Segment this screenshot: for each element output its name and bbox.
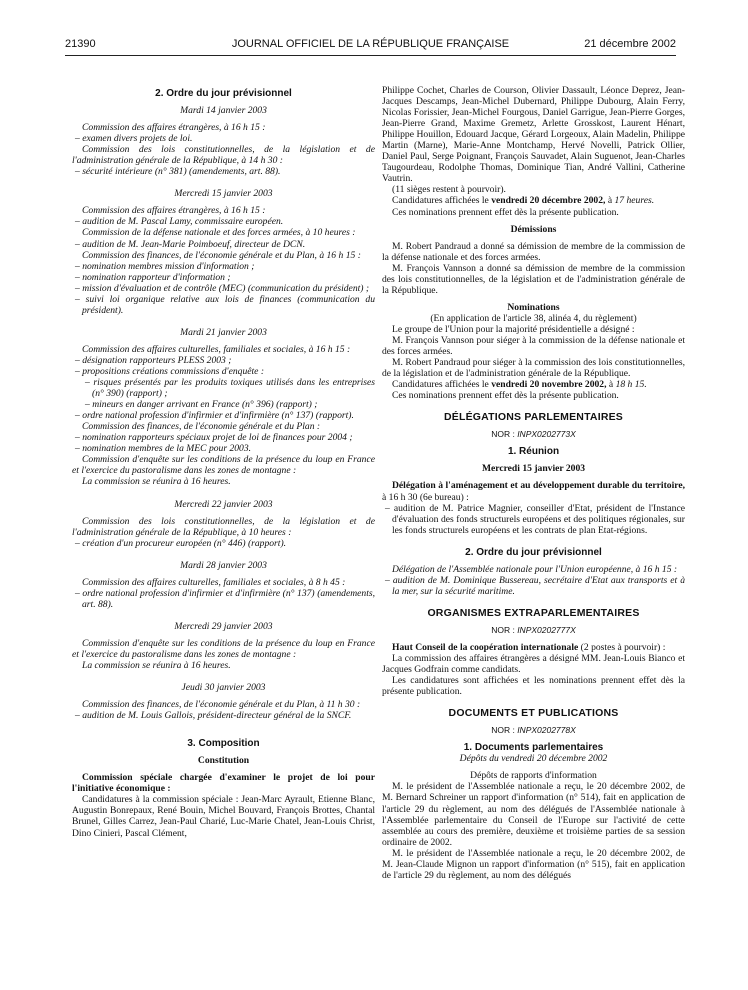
section-heading-documents: DOCUMENTS ET PUBLICATIONS [448, 707, 619, 720]
agenda-line: Commission de la défense nationale et des forces armées, à 10 heures : [82, 227, 356, 239]
subheading-constitution: Constitution [197, 755, 250, 767]
agenda-item: – audition de M. Jean-Marie Poimboeuf, directeur de DCN. [75, 238, 306, 250]
section-heading-reunion: 1. Réunion [507, 446, 560, 458]
paragraph: La commission des affaires étrangères a désigné MM. Jean-Louis Bianco et Jacques Godfrain comme candidats. [382, 653, 685, 676]
agenda-item: – nomination membres de la MEC pour 2003. [75, 443, 252, 455]
date-heading: Mercredi 22 janvier 2003 [174, 498, 273, 510]
nor-code: INPX0202777X [517, 624, 576, 635]
agenda-subitem: – risques présentés par les produits toxiques utilisés dans les entreprises (n° 390) (rapport) ; [85, 377, 375, 400]
paragraph: Les candidatures sont affichées et les nominations prennent effet dès la présente publication. [382, 675, 685, 698]
section-heading-ordre-du-jour: 2. Ordre du jour prévisionnel [155, 88, 292, 99]
demission-item: M. François Vannson a donné sa démission de membre de la commission des lois constitutionnelles, de la législation et de l'administration générale de la République. [382, 262, 685, 296]
date-heading: Mercredi 15 janvier 2003 [174, 188, 273, 200]
nor-reference [382, 625, 685, 636]
text-run-bold: vendredi 20 décembre 2002, [491, 195, 606, 207]
text-run-bold: vendredi 20 novembre 2002, [491, 379, 607, 391]
agenda-item: – nomination rapporteur d'information ; [75, 271, 231, 283]
date-heading: Mardi 28 janvier 2003 [180, 559, 267, 571]
nor-code: INPX0202778X [517, 725, 576, 736]
text-run-italic: 18 h 15. [615, 379, 647, 391]
agenda-line: Délégation de l'Assemblée nationale pour l'Union européenne, à 16 h 15 : [392, 563, 678, 575]
haut-conseil-line [382, 642, 685, 653]
agenda-line: Commission des lois constitutionnelles, de la législation et de l'administration générale de la République, à 10 heures : [72, 515, 375, 538]
candidatures-list: Candidatures à la commission spéciale : Jean-Marc Ayrault, Etienne Blanc, Augustin Bonrepaux, René Bouin, Michel Bouvard, François Brottes, Chantal Brunel, Gilles Carrez, Jean-Paul Charié, Luc-Marie Chatel, Jean-Louis Christ, Dino Cinieri, Pascal Clément, [72, 794, 375, 839]
agenda-subitem: – mineurs en danger arrivant en France (n° 396) (rapport) ; [85, 399, 318, 411]
sieges-note: (11 sièges restent à pourvoir). [392, 184, 506, 196]
agenda-line: Commission des lois constitutionnelles, de la législation et de l'administration générale de la République, à 14 h 30 : [72, 144, 375, 167]
agenda-line: La commission se réunira à 16 heures. [82, 660, 231, 672]
paragraph: M. le président de l'Assemblée nationale a reçu, le 20 décembre 2002, de M. Bernard Schreiner un rapport d'information (n° 514), fait en application de l'article 29 du règlement, au nom des délégués de l'Assemblée nationale à l'Assemblée parlementaire du Conseil de l'Europe sur l'activité de cette assemblée au cours des première, deuxième et troisième parties de sa session ordinaire de 2002. [382, 781, 685, 848]
agenda-item: – désignation rapporteurs PLESS 2003 ; [75, 354, 232, 366]
nominations-article: (En application de l'article 38, alinéa 4, du règlement) [430, 312, 637, 324]
page-header [65, 38, 676, 54]
right-column [382, 85, 685, 881]
depots-date: Dépôts du vendredi 20 décembre 2002 [459, 753, 608, 765]
agenda-item: – propositions créations commissions d'enquête : [75, 365, 265, 377]
agenda-item: – ordre national profession d'infirmier et d'infirmière (n° 137) (amendements, art. 88). [75, 587, 375, 610]
text-run-bold: Haut Conseil de la coopération internationale [392, 641, 579, 653]
text-run: à 16 h 30 (6e bureau) : [382, 491, 469, 503]
agenda-line: La commission se réunira à 16 heures. [82, 476, 231, 488]
left-column [72, 88, 375, 839]
nor-label: NOR : [491, 624, 518, 635]
depots-rapports: Dépôts de rapports d'information [470, 770, 597, 782]
nominations-effet: Ces nominations prennent effet dès la présente publication. [392, 390, 619, 402]
text-run: Candidatures affichées le [392, 379, 492, 391]
header-rule [65, 55, 676, 56]
agenda-item: – sécurité intérieure (n° 381) (amendements, art. 88). [75, 166, 281, 178]
date-heading: Mardi 14 janvier 2003 [180, 105, 267, 117]
nor-code: INPX0202773X [517, 429, 576, 440]
agenda-item: – audition de M. Dominique Bussereau, secrétaire d'Etat aux transports et à la mer, sur la sécurité maritime. [385, 574, 685, 597]
text-run: Candidatures affichées le [392, 195, 492, 207]
nomination-item: Le groupe de l'Union pour la majorité présidentielle a désigné : [392, 323, 635, 335]
agenda-line: Commission des affaires étrangères, à 16 h 15 : [82, 205, 266, 217]
agenda-item: – suivi loi organique relative aux lois de finances (communication du président). [75, 293, 375, 316]
candidatures-list-continued: Philippe Cochet, Charles de Courson, Olivier Dassault, Léonce Deprez, Jean-Jacques Descamps, Jean-Michel Dubernard, Philippe Dubourg, Alain Ferry, Nicolas Forissier, Jean-Michel Fourgous, Daniel Garrigue, Jean-Pierre Gorges, Jean-Pierre Grand, Maxime Gremetz, Arlette Grosskost, Laurent Hénart, Philippe Houillon, Edouard Jacque, Gérard Lorgeoux, Alain Madelin, Philippe Martin (Marne), Marie-Anne Montchamp, Hervé Novelli, Patrick Ollier, Daniel Paul, Serge Poignant, François Sauvadet, Alain Suguenot, Jean-Charles Taugourdeau, Rodolphe Thomas, Dominique Tian, André Vallini, Catherine Vautrin. [382, 85, 685, 185]
demission-item: M. Robert Pandraud a donné sa démission de membre de la commission de la défense nationale et des forces armées. [382, 240, 685, 263]
candidatures-affichees [382, 195, 685, 206]
agenda-line: Commission des finances, de l'économie générale et du Plan, à 16 h 15 : [82, 249, 361, 261]
agenda-item: – examen divers projets de loi. [75, 133, 193, 145]
agenda-item: – nomination membres mission d'information ; [75, 260, 255, 272]
nor-reference [382, 725, 685, 736]
agenda-item: – création d'un procureur européen (n° 446) (rapport). [75, 537, 287, 549]
agenda-line: Commission des finances, de l'économie générale et du Plan : [82, 421, 321, 433]
text-run-italic: 17 heures. [614, 195, 655, 207]
agenda-item: – audition de M. Patrice Magnier, conseiller d'Etat, président de l'Instance d'évaluation des fonds structurels européens et des politiques régionales, sur les fonds structurels européens et les contrats de plan Etat-régions. [385, 502, 685, 536]
text-run-bold: Délégation à l'aménagement et au développement durable du territoire, [392, 480, 685, 492]
date-heading: Mercredi 29 janvier 2003 [174, 620, 273, 632]
text-run: (2 postes à pourvoir) : [578, 641, 666, 653]
agenda-item: – audition de M. Pascal Lamy, commissaire européen. [75, 216, 284, 228]
subheading-nominations: Nominations [507, 301, 560, 313]
section-heading-ordre-du-jour-2: 2. Ordre du jour prévisionnel [465, 546, 602, 558]
text-run: à [606, 379, 616, 391]
agenda-line: Commission d'enquête sur les conditions de la présence du loup en France et l'exercice du pastoralisme dans les zones de montagne : [72, 637, 375, 660]
section-heading-documents-parlementaires: 1. Documents parlementaires [463, 742, 604, 754]
commission-title: Commission spéciale chargée d'examiner le projet de loi pour l'initiative économique : [72, 772, 375, 795]
date-heading-bold: Mercredi 15 janvier 2003 [481, 463, 586, 475]
agenda-line: Commission des affaires culturelles, familiales et sociales, à 8 h 45 : [82, 576, 346, 588]
section-heading-composition: 3. Composition [187, 738, 260, 750]
nominations-effet: Ces nominations prennent effet dès la présente publication. [392, 206, 619, 218]
section-heading-organismes: ORGANISMES EXTRAPARLEMENTAIRES [427, 606, 640, 619]
date-heading: Jeudi 30 janvier 2003 [181, 682, 266, 694]
nor-label: NOR : [491, 725, 518, 736]
agenda-item: – mission d'évaluation et de contrôle (MEC) (communication du président) ; [75, 282, 370, 294]
date-heading: Mardi 21 janvier 2003 [180, 326, 267, 338]
paragraph: M. le président de l'Assemblée nationale a reçu, le 20 décembre 2002, de M. Jean-Claude Mignon un rapport d'information (n° 515), fait en application de l'article 29 du règlement, au nom des délégués [382, 847, 685, 881]
agenda-item: – nomination rapporteurs spéciaux projet de loi de finances pour 2004 ; [75, 432, 353, 444]
delegation-line [382, 480, 685, 502]
nor-label: NOR : [491, 429, 518, 440]
subheading-demissions: Démissions [510, 223, 557, 235]
nor-reference [382, 429, 685, 440]
agenda-line: Commission des finances, de l'économie générale et du Plan, à 11 h 30 : [82, 699, 361, 711]
nomination-item: M. Robert Pandraud pour siéger à la commission des lois constitutionnelles, de la législation et de l'administration générale de la République. [382, 357, 685, 380]
page-number: 21390 [65, 38, 96, 50]
journal-title: JOURNAL OFFICIEL DE LA RÉPUBLIQUE FRANÇAISE [231, 38, 510, 50]
agenda-line: Commission des affaires culturelles, familiales et sociales, à 16 h 15 : [82, 343, 351, 355]
issue-date: 21 décembre 2002 [584, 38, 676, 50]
agenda-item: – audition de M. Louis Gallois, président-directeur général de la SNCF. [75, 710, 352, 722]
agenda-item: – ordre national profession d'infirmier et d'infirmière (n° 137) (rapport). [75, 410, 354, 422]
agenda-line: Commission d'enquête sur les conditions de la présence du loup en France et l'exercice du pastoralisme dans les zones de montagne : [72, 454, 375, 477]
text-run: à [605, 195, 615, 207]
candidatures-affichees [382, 379, 685, 390]
agenda-line: Commission des affaires étrangères, à 16 h 15 : [82, 122, 266, 134]
section-heading-delegations: DÉLÉGATIONS PARLEMENTAIRES [443, 411, 624, 424]
nomination-item: M. François Vannson pour siéger à la commission de la défense nationale et des forces armées. [382, 334, 685, 358]
